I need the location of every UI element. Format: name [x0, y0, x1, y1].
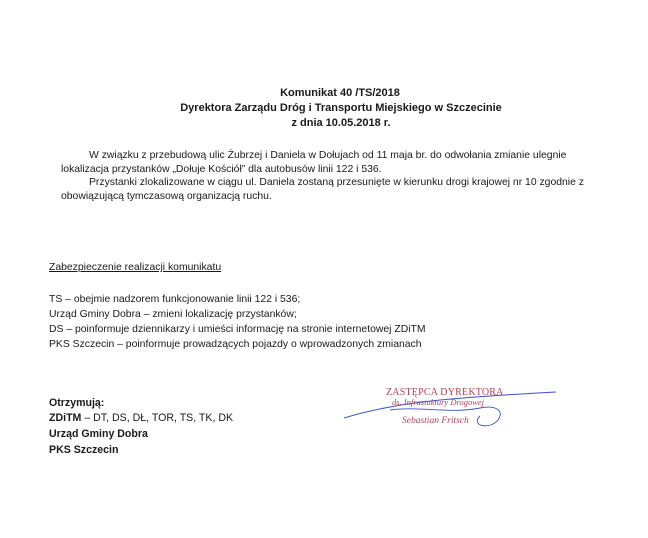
recipient-zditm-bold: ZDiTM	[49, 412, 82, 424]
implementation-line-ts: TS – obejmie nadzorem funkcjonowanie linii 122 i 536;	[49, 294, 301, 305]
implementation-title: Zabezpieczenie realizacji komunikatu	[49, 262, 222, 273]
stamp-department: ds. Infrastuktury Drogowej	[392, 397, 485, 407]
recipient-zditm	[49, 411, 233, 425]
implementation-line-ds: DS – poinformuje dziennikarzy i umieści informację na stronie internetowej ZDiTM	[49, 324, 426, 335]
issuer-title: Dyrektora Zarządu Dróg i Transportu Miejskiego w Szczecinie	[180, 102, 502, 114]
implementation-line-ug: Urząd Gminy Dobra – zmieni lokalizację przystanków;	[49, 309, 297, 320]
stamp-name: Sebastian Fritsch	[402, 416, 469, 426]
stamp-position: ZASTĘPCA DYREKTORA	[386, 387, 504, 398]
announcement-date: z dnia 10.05.2018 r.	[291, 117, 391, 129]
body-paragraph-2: Przystanki zlokalizowane w ciągu ul. Daniela zostaną przesunięte w kierunku drogi krajowej nr 10 zgodnie z obowiązującą tymczasową organizacją ruchu.	[61, 177, 584, 202]
recipients-title: Otrzymują:	[49, 397, 105, 409]
recipient-zditm-text	[49, 412, 233, 424]
announcement-number: Komunikat 40 /TS/2018	[280, 87, 400, 99]
recipient-pks: PKS Szczecin	[49, 444, 119, 456]
recipient-zditm-rest: – DT, DS, DŁ, TOR, TS, TK, DK	[81, 412, 234, 424]
official-stamp	[386, 387, 504, 426]
body-paragraph-1: W związku z przebudową ulic Żubrzej i Daniela w Dołujach od 11 maja br. do odwołania zmianie ulegnie lokalizacja przystanków „Dołuje Kościół” dla autobusów linii 122 i 536.	[61, 150, 567, 175]
implementation-line-pks: PKS Szczecin – poinformuje prowadzących pojazdy o wprowadzonych zmianach	[49, 339, 422, 350]
recipient-ug-dobra: Urząd Gminy Dobra	[49, 428, 148, 440]
